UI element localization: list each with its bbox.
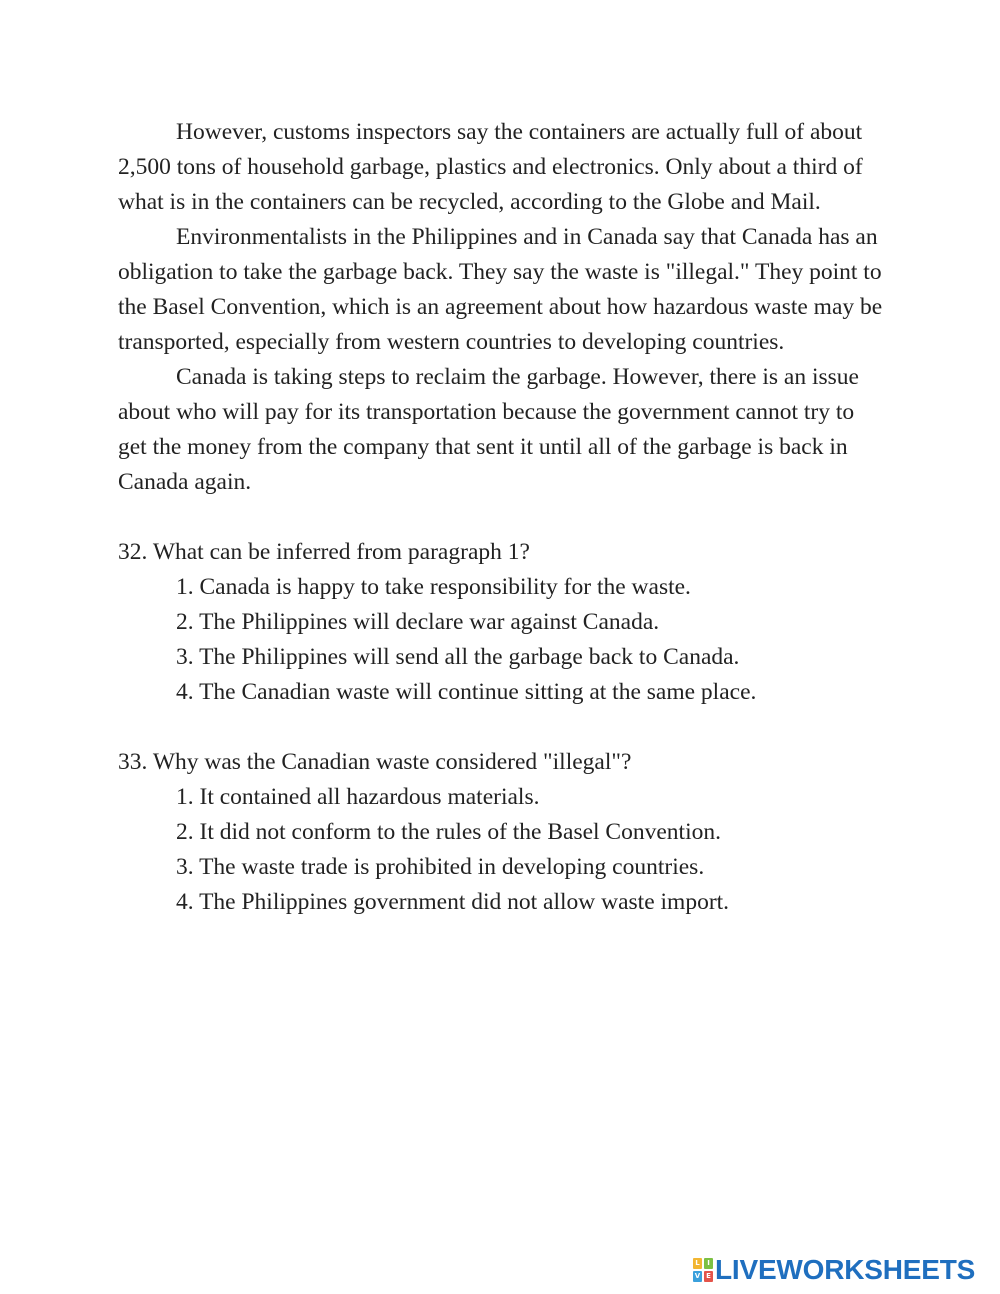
answer-options <box>118 780 888 920</box>
question-prompt: 33. Why was the Canadian waste considered "illegal"? <box>118 749 632 775</box>
answer-option[interactable]: 1. It contained all hazardous materials. <box>176 784 540 810</box>
answer-option[interactable]: 2. It did not conform to the rules of the Basel Convention. <box>176 819 721 845</box>
answer-option[interactable]: 2. The Philippines will declare war against Canada. <box>176 609 660 635</box>
logo-tile: I <box>704 1258 713 1269</box>
answer-option[interactable]: 3. The Philippines will send all the garbage back to Canada. <box>176 644 740 670</box>
answer-option[interactable]: 3. The waste trade is prohibited in developing countries. <box>176 854 705 880</box>
logo-tile: L <box>693 1258 702 1269</box>
reading-passage <box>118 115 888 500</box>
worksheet-page <box>118 115 888 920</box>
answer-option[interactable]: 1. Canada is happy to take responsibility for the waste. <box>176 574 691 600</box>
passage-paragraph-1: However, customs inspectors say the containers are actually full of about 2,500 tons of household garbage, plastics and electronics. Only about a third of what is in the containers can be recycled, according to the Globe and Mail. <box>118 119 863 215</box>
question-prompt: 32. What can be inferred from paragraph 1? <box>118 539 530 565</box>
liveworksheets-logo-icon <box>693 1258 713 1282</box>
logo-tile: E <box>704 1271 713 1282</box>
logo-tile: V <box>694 1272 701 1280</box>
answer-options <box>118 570 888 710</box>
brand-name: LIVEWORKSHEETS <box>715 1254 976 1285</box>
passage-paragraph-2: Environmentalists in the Philippines and in Canada say that Canada has an obligation to take the garbage back. They say the waste is "illegal." They point to the Basel Convention, which is an agreement about how hazardous waste may be transported, especially from western countries to developing countries. <box>118 224 883 355</box>
passage-paragraph-3: Canada is taking steps to reclaim the garbage. However, there is an issue about who will pay for its transportation because the government cannot try to get the money from the company that sent it until all of the garbage is back in Canada again. <box>118 364 859 495</box>
answer-option[interactable]: 4. The Canadian waste will continue sitting at the same place. <box>176 679 757 705</box>
liveworksheets-brand[interactable] <box>693 1254 975 1286</box>
question-32 <box>118 535 888 710</box>
answer-option[interactable]: 4. The Philippines government did not allow waste import. <box>176 889 730 915</box>
question-33 <box>118 745 888 920</box>
